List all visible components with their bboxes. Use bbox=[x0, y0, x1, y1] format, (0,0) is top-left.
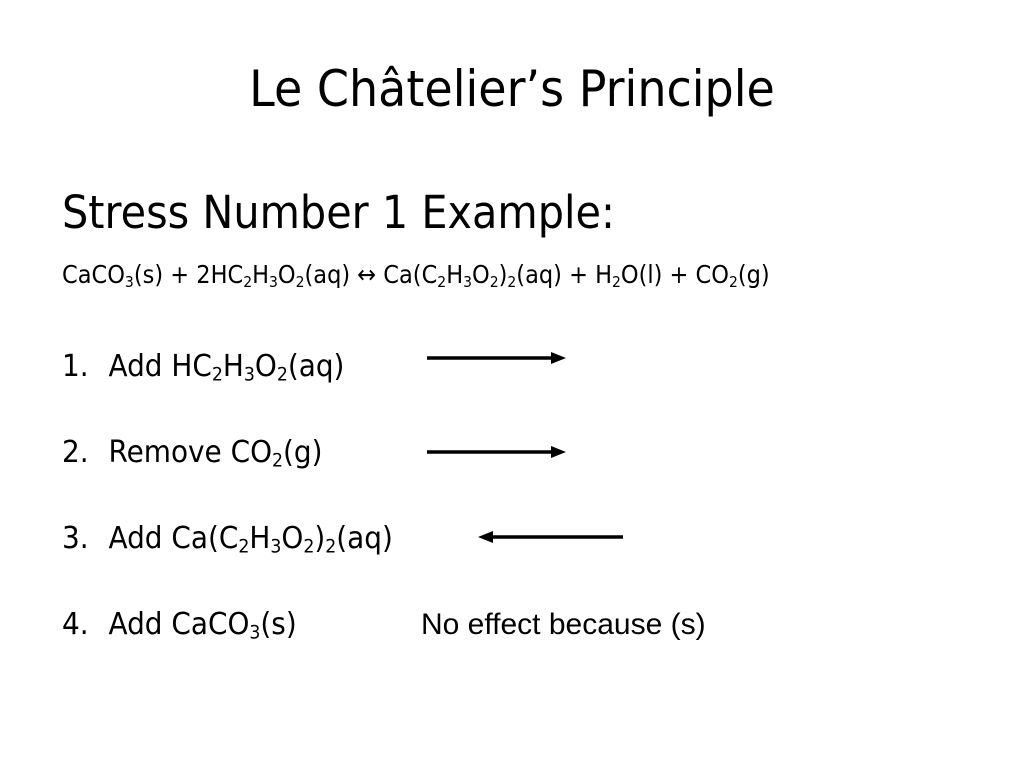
equation-subscript: 2 bbox=[295, 272, 305, 291]
stress-item-2 bbox=[62, 435, 323, 472]
stress-text: H bbox=[222, 349, 244, 384]
stress-text: ) bbox=[314, 521, 326, 556]
shift-right-arrow-1 bbox=[425, 348, 570, 368]
equation-subscript: 3 bbox=[269, 272, 278, 291]
stress-text: Add CaCO bbox=[108, 607, 250, 642]
stress-number: 3. bbox=[62, 521, 89, 556]
stress-text: (g) bbox=[283, 435, 323, 470]
equation-subscript: 3 bbox=[463, 272, 473, 291]
equation-subscript: 2 bbox=[243, 272, 253, 291]
equation-text: ) bbox=[498, 260, 508, 289]
equation-text: O bbox=[277, 260, 296, 289]
equation-subscript: 2 bbox=[489, 272, 499, 291]
equation-text: O(l) + CO bbox=[620, 260, 729, 289]
stress-text: Add Ca(C bbox=[108, 521, 239, 556]
stress-subscript: 2 bbox=[272, 450, 284, 472]
equation-text: (aq) ↔ Ca(C bbox=[304, 260, 438, 289]
stress-text: O bbox=[281, 521, 304, 556]
stress-subscript: 2 bbox=[325, 536, 337, 558]
no-effect-note: No effect because (s) bbox=[421, 608, 706, 641]
shift-left-arrow-3 bbox=[474, 527, 626, 547]
stress-text: O bbox=[254, 349, 277, 384]
stress-subscript: 2 bbox=[238, 536, 250, 558]
shift-right-arrow-2 bbox=[425, 442, 570, 462]
stress-subscript: 3 bbox=[270, 536, 282, 558]
stress-subscript: 3 bbox=[243, 364, 255, 386]
stress-number: 2. bbox=[62, 435, 89, 470]
stress-text: (s) bbox=[260, 607, 297, 642]
stress-subscript: 2 bbox=[303, 536, 315, 558]
stress-item-4 bbox=[62, 607, 297, 644]
equation-text: CaCO bbox=[62, 260, 125, 289]
stress-number: 4. bbox=[62, 607, 89, 642]
stress-text: (aq) bbox=[287, 349, 345, 384]
stress-item-1 bbox=[62, 349, 345, 386]
equation-text: H bbox=[252, 260, 270, 289]
slide-subtitle: Stress Number 1 Example: bbox=[62, 186, 615, 239]
equation-subscript: 2 bbox=[437, 272, 447, 291]
stress-subscript: 2 bbox=[211, 364, 223, 386]
stress-number: 1. bbox=[62, 349, 89, 384]
equation-subscript: 2 bbox=[728, 272, 738, 291]
slide-title: Le Châtelier’s Principle bbox=[249, 60, 775, 118]
stress-text: (aq) bbox=[336, 521, 393, 556]
equation-text: (aq) + H bbox=[516, 260, 612, 289]
stress-text: H bbox=[249, 521, 271, 556]
equation-text: H bbox=[446, 260, 464, 289]
equation-text: (g) bbox=[737, 260, 770, 289]
equation-subscript: 3 bbox=[124, 272, 134, 291]
equation-subscript: 2 bbox=[507, 272, 517, 291]
stress-item-3 bbox=[62, 521, 393, 558]
equation-text: O bbox=[472, 260, 490, 289]
chemical-equation bbox=[62, 260, 770, 291]
equation-text: (s) + 2HC bbox=[133, 260, 244, 289]
stress-text: Add HC bbox=[108, 349, 212, 384]
stress-text: Remove CO bbox=[108, 435, 273, 470]
equation-subscript: 2 bbox=[611, 272, 621, 291]
stress-subscript: 2 bbox=[276, 364, 288, 386]
stress-subscript: 3 bbox=[249, 622, 261, 644]
